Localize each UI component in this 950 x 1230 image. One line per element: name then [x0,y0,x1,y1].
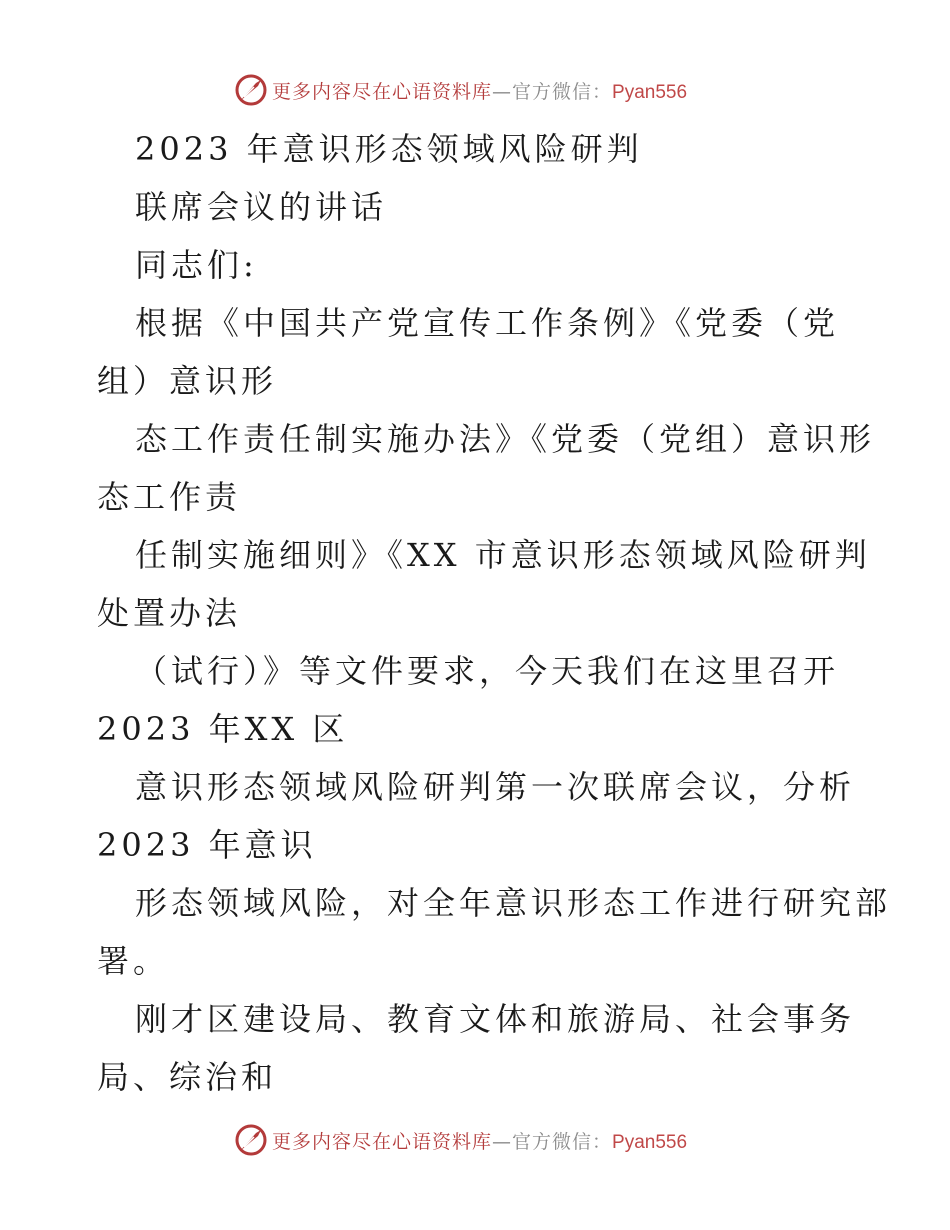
text-line: 形态领域风险，对全年意识形态工作进行研究部 [135,884,892,922]
text-line: 2023 年意识形态领域风险研判 [135,130,643,168]
text-line: 态工作责 [97,478,242,516]
watermark-wechat-label: 官方微信： [512,80,613,103]
text-line: 组）意识形 [97,362,278,400]
text-line: 联席会议的讲话 [135,188,388,226]
watermark-dash: — [492,1130,513,1153]
text-line: 根据《中国共产党宣传工作条例》《党委（党 [135,304,840,342]
text-line: 意识形态领域风险研判第一次联席会议，分析 [135,768,856,806]
text-line: 任制实施细则》《XX 市意识形态领域风险研判 [135,536,871,574]
footer-watermark [234,1122,687,1158]
watermark-site-text: 更多内容尽在心语资料库 [272,1130,493,1153]
text-line: 处置办法 [97,594,242,632]
text-line: 刚才区建设局、教育文体和旅游局、社会事务 [135,1000,856,1038]
watermark-wechat-label: 官方微信： [512,1130,613,1153]
text-line: 2023 年意识 [97,826,317,864]
watermark-text [272,1127,687,1154]
watermark-site-text: 更多内容尽在心语资料库 [272,80,493,103]
watermark-text [272,77,687,104]
quill-pen-logo-icon [234,73,268,107]
text-line: 2023 年XX 区 [97,710,349,748]
text-line: （试行）》等文件要求，今天我们在这里召开 [135,652,840,690]
text-line: 署。 [97,942,170,980]
quill-pen-logo-icon [234,1123,268,1157]
header-watermark [234,72,687,108]
watermark-dash: — [492,80,513,103]
text-line: 态工作责任制实施办法》《党委（党组）意识形 [135,420,876,458]
text-line: 局、综治和 [97,1058,278,1096]
watermark-wechat-id: Pyan556 [612,81,688,103]
watermark-wechat-id: Pyan556 [612,1131,688,1153]
text-line: 同志们: [135,246,258,284]
